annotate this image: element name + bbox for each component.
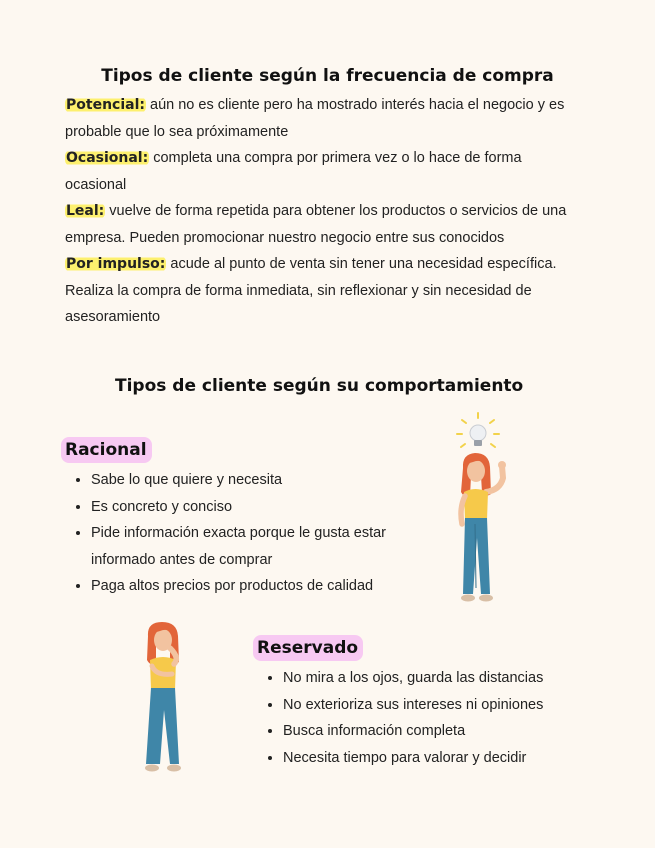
definition-ocasional [65, 145, 585, 198]
list-item: • Busca información completa [283, 718, 623, 745]
section2-title: Tipos de cliente según su comportamiento [115, 376, 524, 396]
list-item: • No exterioriza sus intereses ni opiniones [283, 692, 623, 719]
reservado-heading: Reservado [253, 635, 363, 661]
definition-list [65, 92, 585, 331]
definition-leal [65, 198, 585, 251]
list-item: • Necesita tiempo para valorar y decidir [283, 745, 623, 772]
definition-text: acude al punto de venta sin tener una necesidad específica. Realiza la compra de forma inmediata, sin reflexionar y sin necesidad de asesoramiento [65, 256, 557, 325]
definition-por-impulso [65, 251, 585, 331]
racional-heading: Racional [61, 437, 152, 463]
term-leal: Leal: [66, 203, 105, 219]
woman-thinking-idea-illustration [440, 412, 530, 607]
term-potencial: Potencial: [66, 97, 145, 113]
definition-text: aún no es cliente pero ha mostrado interés hacia el negocio y es probable que lo sea próximamente [65, 97, 565, 140]
term-por-impulso: Por impulso: [66, 256, 166, 272]
list-item: • Paga altos precios por productos de calidad [91, 573, 436, 600]
list-item: • No mira a los ojos, guarda las distancias [283, 665, 623, 692]
list-item: • Es concreto y conciso [91, 494, 436, 521]
reservado-list [258, 665, 623, 771]
term-ocasional: Ocasional: [66, 150, 149, 166]
woman-shush-illustration [130, 618, 200, 776]
definition-potencial [65, 92, 585, 145]
list-item: • Pide información exacta porque le gusta estar informado antes de comprar [91, 520, 436, 573]
definition-text: completa una compra por primera vez o lo hace de forma ocasional [65, 150, 522, 193]
racional-list [66, 467, 436, 600]
section1-title: Tipos de cliente según la frecuencia de compra [101, 66, 554, 86]
list-item: • Sabe lo que quiere y necesita [91, 467, 436, 494]
lightbulb-icon [457, 413, 499, 447]
definition-text: vuelve de forma repetida para obtener los productos o servicios de una empresa. Pueden promocionar nuestro negocio entre sus conocidos [65, 203, 567, 246]
